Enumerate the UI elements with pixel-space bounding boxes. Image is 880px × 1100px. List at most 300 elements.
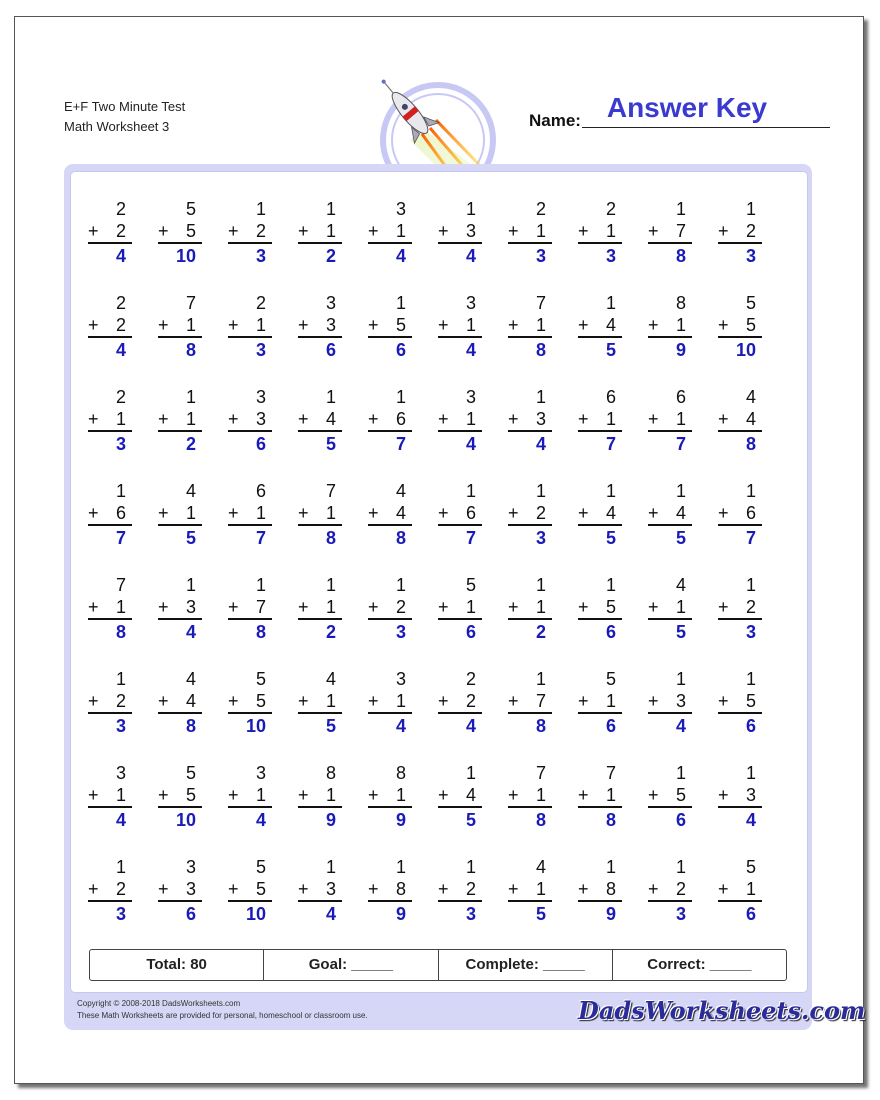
problem-answer: 8 (745, 434, 756, 454)
problem (578, 480, 622, 550)
problem-addend-row (578, 314, 622, 338)
problem-answer: 8 (255, 622, 266, 642)
goal-field: Goal: _____ (264, 950, 438, 980)
problem-answer: 3 (115, 716, 126, 736)
problem-addend-row (578, 596, 622, 620)
plus-sign: + (88, 691, 99, 711)
plus-sign: + (158, 221, 169, 241)
problem-bottom-number: 2 (115, 221, 126, 241)
problem-bottom-number: 5 (605, 597, 616, 617)
problem-addend-row (438, 878, 482, 902)
problem (508, 292, 552, 362)
problem-answer: 3 (675, 904, 686, 924)
problem-answer: 3 (115, 904, 126, 924)
problem-bottom-number: 4 (605, 503, 616, 523)
problem-top-number: 1 (465, 199, 476, 219)
problem-addend-row (228, 502, 272, 526)
plus-sign: + (158, 691, 169, 711)
problem-answer: 4 (465, 340, 476, 360)
problem-top-number: 1 (745, 669, 756, 689)
plus-sign: + (158, 879, 169, 899)
problem-addend-row (508, 220, 552, 244)
plus-sign: + (578, 597, 589, 617)
problem-addend-row (88, 502, 132, 526)
problem-answer: 5 (675, 528, 686, 548)
plus-sign: + (438, 503, 449, 523)
problem-answer: 3 (535, 528, 546, 548)
problem (88, 574, 132, 644)
problem-addend-row (228, 690, 272, 714)
problem-top-number: 1 (395, 293, 406, 313)
problem (298, 668, 342, 738)
problem (718, 198, 762, 268)
problem-top-number: 3 (395, 199, 406, 219)
problem (228, 480, 272, 550)
problem-answer: 4 (255, 810, 266, 830)
problem-top-number: 8 (325, 763, 336, 783)
plus-sign: + (228, 785, 239, 805)
problem-answer: 4 (745, 810, 756, 830)
problem (718, 762, 762, 832)
problem-answer: 8 (115, 622, 126, 642)
problem (438, 386, 482, 456)
problem-answer: 6 (745, 716, 756, 736)
problem-addend-row (438, 314, 482, 338)
problem-top-number: 5 (745, 293, 756, 313)
plus-sign: + (158, 597, 169, 617)
problem-bottom-number: 1 (395, 785, 406, 805)
problem-bottom-number: 2 (745, 597, 756, 617)
problem-bottom-number: 1 (675, 597, 686, 617)
problem (298, 386, 342, 456)
problem (438, 574, 482, 644)
plus-sign: + (438, 409, 449, 429)
plus-sign: + (228, 315, 239, 335)
problem-answer: 6 (325, 340, 336, 360)
problem-answer: 4 (465, 246, 476, 266)
problem-top-number: 3 (115, 763, 126, 783)
plus-sign: + (368, 315, 379, 335)
problem-addend-row (228, 878, 272, 902)
problem-top-number: 5 (185, 199, 196, 219)
problem-top-number: 1 (465, 857, 476, 877)
problem (88, 292, 132, 362)
problem-bottom-number: 3 (255, 409, 266, 429)
problem-addend-row (438, 596, 482, 620)
problem-bottom-number: 4 (745, 409, 756, 429)
problem-addend-row (368, 690, 412, 714)
problem-answer: 6 (395, 340, 406, 360)
problem-answer: 10 (735, 340, 756, 360)
problem (648, 762, 692, 832)
problem-top-number: 7 (535, 293, 546, 313)
problem-bottom-number: 1 (395, 691, 406, 711)
problem-top-number: 2 (115, 199, 126, 219)
problem-answer: 5 (675, 622, 686, 642)
problem-answer: 8 (535, 340, 546, 360)
problem-bottom-number: 1 (605, 221, 616, 241)
problem-top-number: 1 (535, 669, 546, 689)
problem-bottom-number: 2 (395, 597, 406, 617)
plus-sign: + (578, 691, 589, 711)
plus-sign: + (298, 503, 309, 523)
plus-sign: + (298, 409, 309, 429)
problem-bottom-number: 5 (255, 879, 266, 899)
problem (508, 480, 552, 550)
worksheet-title (64, 97, 185, 137)
problem-answer: 3 (115, 434, 126, 454)
problem-top-number: 2 (465, 669, 476, 689)
problem-addend-row (88, 690, 132, 714)
problem-addend-row (298, 784, 342, 808)
problem (158, 198, 202, 268)
problem-bottom-number: 1 (465, 315, 476, 335)
problem-answer: 7 (465, 528, 476, 548)
problem-bottom-number: 3 (465, 221, 476, 241)
problem-bottom-number: 2 (115, 691, 126, 711)
problem-top-number: 2 (115, 387, 126, 407)
problem-top-number: 1 (675, 481, 686, 501)
plus-sign: + (718, 691, 729, 711)
problem (158, 574, 202, 644)
problem-top-number: 1 (325, 575, 336, 595)
plus-sign: + (228, 691, 239, 711)
problem (508, 762, 552, 832)
problem-top-number: 3 (185, 857, 196, 877)
problem-bottom-number: 1 (535, 785, 546, 805)
problem-answer: 6 (255, 434, 266, 454)
problem (228, 292, 272, 362)
problem-bottom-number: 1 (395, 221, 406, 241)
plus-sign: + (228, 221, 239, 241)
problem-answer: 7 (605, 434, 616, 454)
problem-addend-row (158, 878, 202, 902)
problem (228, 386, 272, 456)
problem-bottom-number: 2 (535, 503, 546, 523)
plus-sign: + (368, 691, 379, 711)
problem-top-number: 1 (745, 763, 756, 783)
problem-answer: 4 (395, 246, 406, 266)
plus-sign: + (298, 879, 309, 899)
plus-sign: + (228, 879, 239, 899)
plus-sign: + (438, 691, 449, 711)
problem-bottom-number: 1 (535, 221, 546, 241)
problem-bottom-number: 1 (465, 597, 476, 617)
problem (158, 668, 202, 738)
problem-top-number: 1 (115, 857, 126, 877)
problem-top-number: 1 (395, 387, 406, 407)
plus-sign: + (718, 785, 729, 805)
plus-sign: + (368, 221, 379, 241)
problem (158, 292, 202, 362)
problem-addend-row (298, 220, 342, 244)
problem (648, 198, 692, 268)
problem-addend-row (368, 408, 412, 432)
problem-addend-row (88, 878, 132, 902)
problem-top-number: 8 (395, 763, 406, 783)
problem-bottom-number: 8 (605, 879, 616, 899)
plus-sign: + (438, 785, 449, 805)
problem-top-number: 5 (255, 857, 266, 877)
problem-bottom-number: 1 (605, 409, 616, 429)
plus-sign: + (228, 503, 239, 523)
plus-sign: + (648, 879, 659, 899)
plus-sign: + (368, 597, 379, 617)
problem-addend-row (648, 878, 692, 902)
problem-top-number: 1 (745, 481, 756, 501)
problem-top-number: 2 (255, 293, 266, 313)
problem-top-number: 8 (675, 293, 686, 313)
problem-top-number: 7 (325, 481, 336, 501)
problem-top-number: 7 (535, 763, 546, 783)
problem-answer: 6 (605, 716, 616, 736)
problem-answer: 3 (255, 340, 266, 360)
problem (298, 762, 342, 832)
problem-addend-row (718, 878, 762, 902)
problem-top-number: 1 (605, 857, 616, 877)
problem-addend-row (718, 502, 762, 526)
problem (368, 480, 412, 550)
problem-bottom-number: 4 (185, 691, 196, 711)
problem-top-number: 3 (255, 387, 266, 407)
problem-bottom-number: 1 (325, 691, 336, 711)
problem-answer: 4 (535, 434, 546, 454)
problem (648, 574, 692, 644)
problem-addend-row (508, 690, 552, 714)
problem-addend-row (228, 408, 272, 432)
problem (298, 198, 342, 268)
plus-sign: + (578, 785, 589, 805)
name-line (582, 127, 830, 128)
problem-answer: 8 (185, 340, 196, 360)
problem-bottom-number: 6 (115, 503, 126, 523)
plus-sign: + (438, 879, 449, 899)
problem (88, 480, 132, 550)
total-count: Total: 80 (90, 950, 264, 980)
problem-addend-row (718, 596, 762, 620)
problem (88, 198, 132, 268)
problem-addend-row (228, 314, 272, 338)
problem-answer: 9 (605, 904, 616, 924)
problem-addend-row (578, 502, 622, 526)
problem-bottom-number: 6 (745, 503, 756, 523)
problem (298, 292, 342, 362)
problem-answer: 6 (185, 904, 196, 924)
copyright-text (77, 998, 368, 1022)
problem-top-number: 1 (745, 199, 756, 219)
problem-bottom-number: 1 (675, 315, 686, 335)
problem (298, 574, 342, 644)
problem-top-number: 1 (675, 199, 686, 219)
plus-sign: + (648, 691, 659, 711)
problem-addend-row (718, 408, 762, 432)
problem-bottom-number: 5 (675, 785, 686, 805)
problem-bottom-number: 3 (325, 879, 336, 899)
problem-addend-row (158, 408, 202, 432)
problem-addend-row (88, 784, 132, 808)
problem-bottom-number: 2 (745, 221, 756, 241)
problem-addend-row (438, 784, 482, 808)
problem (648, 856, 692, 926)
problem-top-number: 4 (325, 669, 336, 689)
problem-top-number: 2 (605, 199, 616, 219)
problem-answer: 8 (185, 716, 196, 736)
plus-sign: + (508, 785, 519, 805)
problem-top-number: 5 (185, 763, 196, 783)
problem-top-number: 1 (395, 857, 406, 877)
problem-answer: 9 (395, 810, 406, 830)
problem-addend-row (158, 690, 202, 714)
problem (508, 856, 552, 926)
problem (228, 762, 272, 832)
problem-addend-row (578, 878, 622, 902)
plus-sign: + (578, 503, 589, 523)
problem-answer: 3 (255, 246, 266, 266)
problem (438, 480, 482, 550)
problem-addend-row (718, 690, 762, 714)
problem-top-number: 5 (255, 669, 266, 689)
problem-top-number: 1 (465, 763, 476, 783)
problem-answer: 4 (675, 716, 686, 736)
problem-addend-row (578, 784, 622, 808)
problem (438, 856, 482, 926)
problem-addend-row (228, 220, 272, 244)
problem-answer: 8 (325, 528, 336, 548)
problem-answer: 3 (395, 622, 406, 642)
problem-bottom-number: 2 (465, 879, 476, 899)
problem-top-number: 7 (605, 763, 616, 783)
plus-sign: + (438, 315, 449, 335)
plus-sign: + (508, 691, 519, 711)
plus-sign: + (718, 409, 729, 429)
problem-top-number: 1 (255, 199, 266, 219)
plus-sign: + (368, 879, 379, 899)
problem-bottom-number: 4 (395, 503, 406, 523)
problem-bottom-number: 5 (185, 221, 196, 241)
problem-bottom-number: 7 (535, 691, 546, 711)
problem-addend-row (298, 690, 342, 714)
problem (648, 668, 692, 738)
problem-addend-row (228, 596, 272, 620)
problem-addend-row (648, 220, 692, 244)
plus-sign: + (298, 785, 309, 805)
problem-bottom-number: 1 (185, 315, 196, 335)
problem-addend-row (718, 784, 762, 808)
problem-answer: 2 (325, 246, 336, 266)
plus-sign: + (578, 409, 589, 429)
problem-top-number: 5 (605, 669, 616, 689)
totals-bar (89, 949, 787, 981)
problem-answer: 8 (535, 810, 546, 830)
plus-sign: + (368, 409, 379, 429)
problem (578, 386, 622, 456)
problem (368, 198, 412, 268)
problem-answer: 7 (255, 528, 266, 548)
problem-bottom-number: 4 (325, 409, 336, 429)
problem (88, 856, 132, 926)
problem-addend-row (508, 314, 552, 338)
problem-answer: 5 (325, 434, 336, 454)
problem-addend-row (578, 408, 622, 432)
problem (718, 856, 762, 926)
problem-bottom-number: 2 (465, 691, 476, 711)
problem (298, 856, 342, 926)
problem-addend-row (368, 878, 412, 902)
problem-top-number: 1 (605, 481, 616, 501)
problem-answer: 4 (325, 904, 336, 924)
problem-bottom-number: 1 (325, 785, 336, 805)
problem (228, 856, 272, 926)
problem-answer: 7 (745, 528, 756, 548)
problem-bottom-number: 2 (675, 879, 686, 899)
plus-sign: + (508, 221, 519, 241)
plus-sign: + (158, 785, 169, 805)
problem-bottom-number: 1 (255, 315, 266, 335)
problem-addend-row (718, 220, 762, 244)
problem-bottom-number: 7 (255, 597, 266, 617)
problem-answer: 3 (745, 622, 756, 642)
name-label: Name: (529, 111, 581, 130)
problem-addend-row (158, 314, 202, 338)
problem (158, 480, 202, 550)
problem-bottom-number: 4 (465, 785, 476, 805)
problem-bottom-number: 5 (255, 691, 266, 711)
problem-top-number: 2 (535, 199, 546, 219)
problem-top-number: 1 (115, 481, 126, 501)
problem (438, 668, 482, 738)
problem-bottom-number: 4 (675, 503, 686, 523)
problem (648, 386, 692, 456)
problem-top-number: 1 (325, 387, 336, 407)
problem-top-number: 1 (535, 387, 546, 407)
problem-answer: 10 (175, 246, 196, 266)
problem-top-number: 1 (605, 293, 616, 313)
problem-bottom-number: 1 (185, 409, 196, 429)
problem (368, 856, 412, 926)
problem-bottom-number: 1 (605, 785, 616, 805)
plus-sign: + (648, 409, 659, 429)
problem-answer: 8 (535, 716, 546, 736)
problem (158, 386, 202, 456)
problem-top-number: 7 (185, 293, 196, 313)
problem (508, 574, 552, 644)
problem-bottom-number: 3 (325, 315, 336, 335)
problem-top-number: 1 (535, 575, 546, 595)
problem (578, 668, 622, 738)
problem-answer: 3 (465, 904, 476, 924)
problem-top-number: 1 (325, 199, 336, 219)
problem-bottom-number: 1 (115, 409, 126, 429)
problem-addend-row (298, 596, 342, 620)
problem-bottom-number: 2 (115, 315, 126, 335)
problem-addend-row (368, 784, 412, 808)
problem-addend-row (88, 220, 132, 244)
problem-addend-row (88, 314, 132, 338)
correct-field: Correct: _____ (647, 956, 752, 973)
problem-top-number: 6 (605, 387, 616, 407)
plus-sign: + (158, 503, 169, 523)
plus-sign: + (88, 879, 99, 899)
problem-addend-row (578, 690, 622, 714)
plus-sign: + (648, 785, 659, 805)
problem-answer: 2 (185, 434, 196, 454)
problem-answer: 2 (535, 622, 546, 642)
plus-sign: + (648, 503, 659, 523)
problem-addend-row (648, 690, 692, 714)
problem-addend-row (648, 784, 692, 808)
problem-bottom-number: 1 (185, 503, 196, 523)
problem-answer: 4 (395, 716, 406, 736)
